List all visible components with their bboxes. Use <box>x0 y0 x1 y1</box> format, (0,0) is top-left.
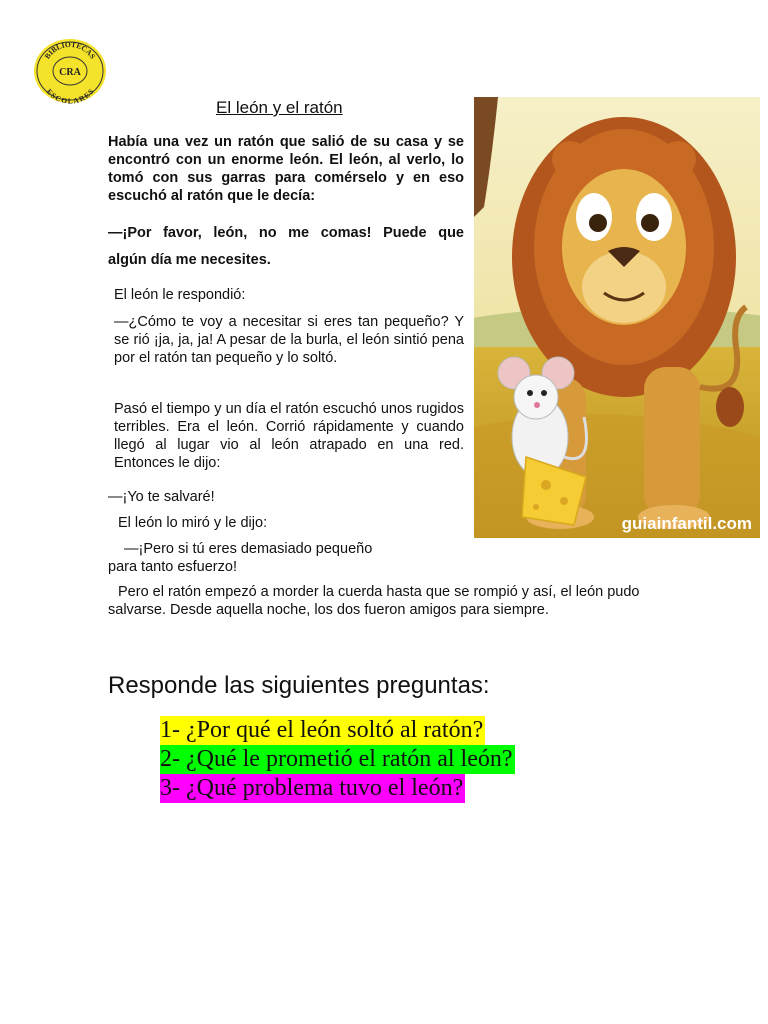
story-paragraph-lion-answer-intro: El león lo miró y le dijo: <box>118 515 268 531</box>
story-paragraph-rescue-cry: —¡Yo te salvaré! <box>108 489 215 505</box>
seal-bottom-text: ESCOLARES <box>44 87 96 104</box>
cra-library-seal <box>33 38 107 104</box>
story-paragraph-intro: Había una vez un ratón que salió de su casa y se encontró con un enorme león. El león, al verlo, lo tomó con sus garras para comérselo y en eso escuchó al ratón que le decía: <box>108 134 464 204</box>
story-title: El león y el ratón <box>216 98 343 117</box>
story-line-lion-answer-2: para tanto esfuerzo! <box>108 559 237 575</box>
seal-center-text: CRA <box>59 67 81 78</box>
question-item <box>160 745 620 774</box>
questions-heading: Responde las siguientes preguntas: <box>108 672 490 699</box>
question-1: 1- ¿Por qué el león soltó al ratón? <box>160 717 484 743</box>
question-3: 3- ¿Qué problema tuvo el león? <box>160 775 464 801</box>
story-line-lion-answer-1: —¡Pero si tú eres demasiado pequeño <box>124 541 373 557</box>
lion-and-mouse-illustration <box>474 97 760 538</box>
questions-list <box>160 716 620 803</box>
question-item <box>160 716 620 745</box>
story-paragraph-plea-end: algún día me necesites. <box>108 252 271 268</box>
question-item <box>160 774 620 803</box>
story-paragraph-lion-answer <box>108 540 448 576</box>
story-paragraph-reply-intro: El león le respondió: <box>114 287 246 303</box>
illustration-watermark: guiainfantil.com <box>621 514 752 533</box>
seal-top-text: BIBLIOTECAS <box>42 39 98 61</box>
story-paragraph-reply: —¿Cómo te voy a necesitar si eres tan pequeño? Y se rió ¡ja, ja, ja! A pesar de la burla, el león sintió pena por el ratón tan pequeño y lo soltó. <box>114 314 464 366</box>
story-paragraph-trap: Pasó el tiempo y un día el ratón escuchó unos rugidos terribles. Era el león. Corrió rápidamente y cuando llegó al lugar vio al león atrapado en una red. Entonces le dijo: <box>114 401 464 471</box>
question-2: 2- ¿Qué le prometió el ratón al león? <box>160 746 513 772</box>
story-paragraph-ending: Pero el ratón empezó a morder la cuerda hasta que se rompió y así, el león pudo salvarse. Desde aquella noche, los dos fueron amigos para siempre. <box>108 584 640 618</box>
story-paragraph-plea: —¡Por favor, león, no me comas! Puede que <box>108 225 464 241</box>
